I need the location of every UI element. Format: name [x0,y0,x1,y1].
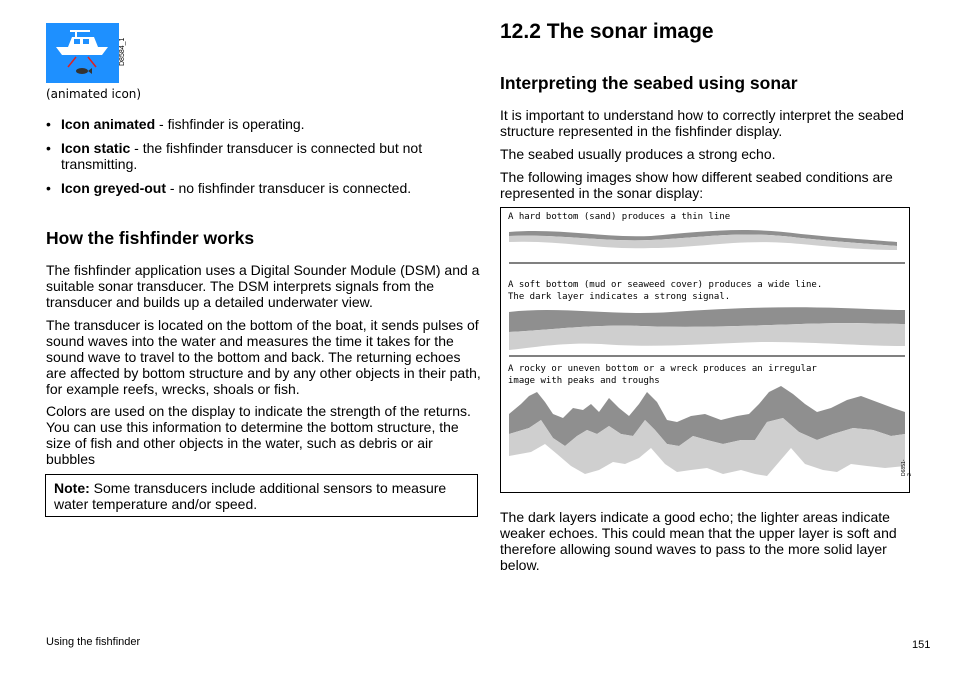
figure-caption-soft-bottom-1: A soft bottom (mud or seaweed cover) produces a wide line. [508,280,823,290]
paragraph: The transducer is located on the bottom of the boat, it sends pulses of sound waves into the water and measures the time it takes for the sound wave to travel to the bottom and back. The returning echoes are affected by bottom structure and by any other objects in their path, for example reefs, wrecks, shoals or fish. [46,317,481,397]
sonar-illustration [501,208,909,492]
paragraph: The seabed usually produces a strong echo. [500,146,776,162]
section-heading: How the fishfinder works [46,228,255,248]
note-text: Note: Some transducers include additional sensors to measure water temperature and/or speed. [54,480,447,512]
icon-code: D8584_1 [119,37,126,66]
footer-section-name: Using the fishfinder [46,636,141,648]
figure-caption-rocky-bottom-1: A rocky or uneven bottom or a wreck produces an irregular [508,364,817,374]
paragraph: The fishfinder application uses a Digital Sounder Module (DSM) and a suitable sonar transducer. The DSM interprets signals from the transducer and builds up a detailed underwater view. [46,262,480,310]
subheading: Interpreting the seabed using sonar [500,73,798,93]
page-number: 151 [912,639,931,651]
boat-icon [46,23,119,83]
paragraph: The dark layers indicate a good echo; the lighter areas indicate weaker echoes. This could mean that the upper layer is soft and therefore allowing sound waves to pass to the more solid layer below. [500,509,897,573]
list-item: • Icon greyed-out - no fishfinder transducer is connected. [46,180,412,196]
paragraph: It is important to understand how to correctly interpret the seabed structure represented in the fishfinder display. [500,107,904,139]
figure-caption-hard-bottom: A hard bottom (sand) produces a thin line [508,212,731,222]
page-title: 12.2 The sonar image [500,20,714,43]
figure-caption-soft-bottom-2: The dark layer indicates a strong signal. [508,292,731,302]
icon-status-list [46,116,446,204]
figure-caption-rocky-bottom-2: image with peaks and troughs [508,376,660,386]
sonar-seabed-figure [500,207,913,493]
icon-caption: (animated icon) [46,87,142,101]
fishfinder-animated-icon [46,23,119,83]
figure-code: D6851-2 [901,459,913,476]
list-item: • Icon animated - fishfinder is operating. [46,116,305,132]
paragraph: Colors are used on the display to indicate the strength of the returns. You can use this information to determine the bottom structure, the size of fish and other objects in the water, such as debris or air bubbles [46,403,471,467]
note-box [45,474,478,517]
paragraph: The following images show how different seabed conditions are represented in the sonar display: [500,169,893,201]
list-item: • Icon static - the fishfinder transducer is connected but not transmitting. [46,140,423,172]
